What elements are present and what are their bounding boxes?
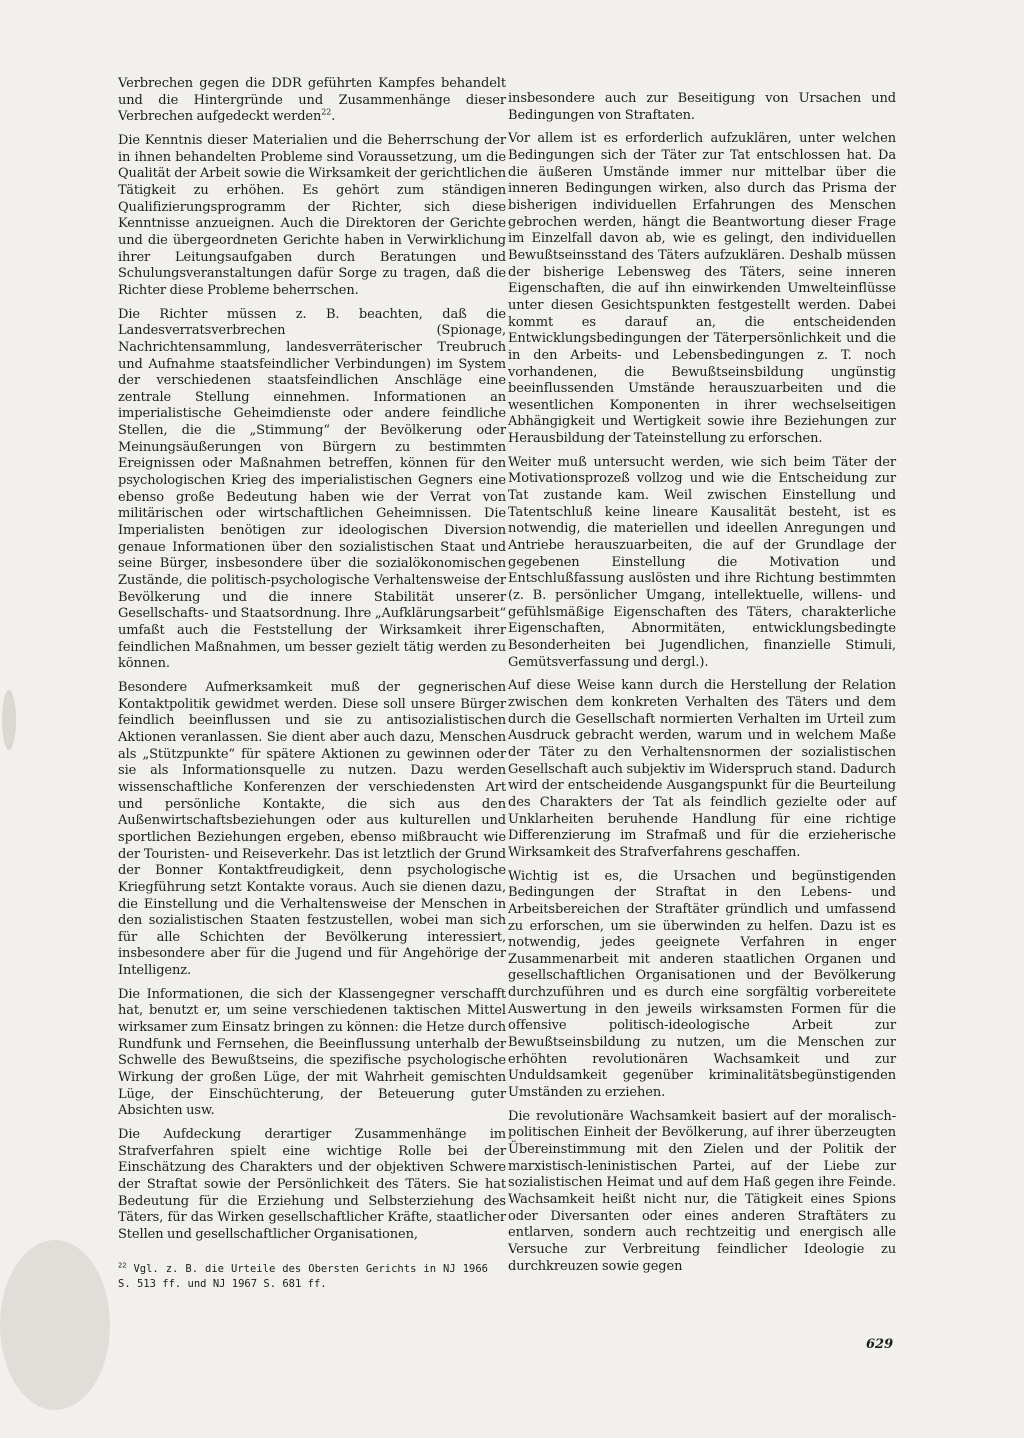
paragraph: Die revolutionäre Wachsamkeit basiert auf der moralisch-politischen Einheit der Bevölkerung, auf ihrer überzeugten Übereinstimmung mit den Zielen und der Politik der marxistisch-leninistischen Partei, auf der Liebe zur sozialistischen Heimat und auf dem Haß gegen ihre Feinde. Wachsamkeit heißt nicht nur, die Tätigkeit eines Spions oder Diversanten oder eines anderen Straftäters zu entlarven, sondern auch rechtzeitig und energisch alle Versuche zur Verbreitung feindlicher Ideologie zu durchkreuzen sowie gegen (508, 1108, 896, 1274)
footnote-number: 22 (118, 1261, 127, 1270)
paragraph: Die Richter müssen z. B. beachten, daß die Landesverratsverbrechen (Spionage, Nachrichtensammlung, landesverräterischer Treubruch und Aufnahme staatsfeindlicher Verbindungen) im System der verschiedenen staatsfeindlichen Anschläge eine zentrale Stellung einnehmen. Informationen an imperialistische Geheimdienste oder andere feindliche Stellen, die die „Stimmung“ der Bevölkerung oder Meinungsäußerungen von Bürgern zu bestimmten Ereignissen oder Maßnahmen betreffen, können für den psychologischen Krieg des imperialistischen Gegners eine ebenso große Bedeutung haben wie der Verrat von militärischen oder wirtschaftlichen Geheimnissen. Die Imperialisten benötigen zur ideologischen Diversion genaue Informationen über den sozialistischen Staat und seine Bürger, insbesondere über die sozialökonomischen Zustände, die politisch-psychologische Verhaltensweise der Bevölkerung und die innere Stabilität unserer Gesellschafts- und Staatsordnung. Ihre „Aufklärungsarbeit“ umfaßt auch die Feststellung der Wirksamkeit ihrer feindlichen Maßnahmen, um besser gezielt tätig werden zu können. (118, 306, 506, 672)
footnote (118, 1262, 488, 1292)
paragraph: Die Informationen, die sich der Klassengegner verschafft hat, benutzt er, um seine verschiedenen taktischen Mittel wirksamer zum Einsatz bringen zu können: die Hetze durch Rundfunk und Fernsehen, die Beeinflussung unterhalb der Schwelle des Bewußtseins, die spezifische psychologische Wirkung der großen Lüge, der mit Wahrheit gemischten Lüge, der Einschüchterung, der Beteuerung guter Absichten usw. (118, 986, 506, 1119)
right-column (508, 91, 896, 1282)
footnote-text: Vgl. z. B. die Urteile des Obersten Gerichts in NJ 1966 S. 513 ff. und NJ 1967 S. 681 ff. (118, 1263, 488, 1290)
footnote-reference: 22 (321, 107, 332, 117)
left-column (118, 76, 506, 1251)
paragraph: Verbrechen gegen die DDR geführten Kampfes behandelt und die Hintergründe und Zusammenhänge dieser Verbrechen aufgedeckt werden$^{22}$. (118, 76, 506, 125)
paragraph: Auf diese Weise kann durch die Herstellung der Relation zwischen dem konkreten Verhalten des Täters und dem durch die Gesellschaft normierten Verhalten im Urteil zum Ausdruck gebracht werden, warum und in welchem Maße der Täter zu den Verhaltensnormen der sozialistischen Gesellschaft auch subjektiv im Widerspruch stand. Dadurch wird der entscheidende Ausgangspunkt für die Beurteilung des Charakters der Tat als feindlich gezielte oder auf Unklarheiten beruhende Handlung für eine richtige Differenzierung im Strafmaß und für die erzieherische Wirksamkeit des Strafverfahrens geschaffen. (508, 678, 896, 860)
paragraph-text: Verbrechen gegen die DDR geführten Kampfes behandelt und die Hintergründe und Zusammenhänge dieser Verbrechen aufgedeckt werden (118, 76, 506, 125)
paragraph: Besondere Aufmerksamkeit muß der gegnerischen Kontaktpolitik gewidmet werden. Diese soll unsere Bürger feindlich beeinflussen und sie zu antisozialistischen Aktionen veranlassen. Sie dient aber auch dazu, Menschen als „Stützpunkte“ für spätere Aktionen zu gewinnen oder sie als Informationsquelle zu nutzen. Dazu werden wissenschaftliche Konferenzen der verschiedensten Art und persönliche Kontakte, die sich aus den Außenwirtschaftsbeziehungen oder aus kulturellen und sportlichen Beziehungen ergeben, ebenso mißbraucht wie der Touristen- und Reiseverkehr. Das ist letztlich der Grund der Bonner Kontaktfreudigkeit, denn psychologische Kriegführung setzt Kontakte voraus. Auch sie dienen dazu, die Einstellung und die Verhaltensweise der Menschen in den sozialistischen Staaten festzustellen, wobei man sich für alle Schichten der Bevölkerung interessiert, insbesondere aber für die Jugend und für Angehörige der Intelligenz. (118, 679, 506, 979)
paragraph: Die Kenntnis dieser Materialien und die Beherrschung der in ihnen behandelten Probleme sind Voraussetzung, um die Qualität der Arbeit sowie die Wirksamkeit der gerichtlichen Tätigkeit zu erhöhen. Es gehört zum ständigen Qualifizierungsprogramm der Richter, sich diese Kenntnisse anzueignen. Auch die Direktoren der Gerichte und die übergeordneten Gerichte haben in Verwirklichung ihrer Leitungsaufgaben durch Beratungen und Schulungsveranstaltungen dafür Sorge zu tragen, daß die Richter diese Probleme beherrschen. (118, 132, 506, 298)
paragraph: insbesondere auch zur Beseitigung von Ursachen und Bedingungen von Straftaten. (508, 91, 896, 123)
paragraph: Weiter muß untersucht werden, wie sich beim Täter der Motivationsprozeß vollzog und wie die Entscheidung zur Tat zustande kam. Weil zwischen Einstellung und Tatentschluß keine lineare Kausalität besteht, ist es notwendig, die materiellen und ideellen Anregungen und Antriebe herauszuarbeiten, die auf der Grundlage der gegebenen Einstellung die Motivation und Entschlußfassung auslösten und ihre Richtung bestimmten (z. B. persönlicher Umgang, intellektuelle, willens- und gefühlsmäßige Eigenschaften des Täters, charakterliche Eigenschaften, Abnormitäten, entwicklungsbedingte Besonderheiten bei Jugendlichen, finanzielle Stimuli, Gemütsverfassung und dergl.). (508, 454, 896, 670)
page-number: 629 (866, 1337, 894, 1352)
paragraph: Die Aufdeckung derartiger Zusammenhänge im Strafverfahren spielt eine wichtige Rolle bei der Einschätzung des Charakters und der objektiven Schwere der Straftat sowie der Persönlichkeit des Täters. Sie hat Bedeutung für die Erziehung und Selbsterziehung des Täters, für das Wirken gesellschaftlicher Kräfte, staatlicher Stellen und gesellschaftlicher Organisationen, (118, 1127, 506, 1242)
paragraph: Wichtig ist es, die Ursachen und begünstigenden Bedingungen der Straftat in den Lebens- und Arbeitsbereichen der Straftäter gründlich und umfassend zu erforschen, um sie überwinden zu helfen. Dazu ist es notwendig, jedes geeignete Verfahren in enger Zusammenarbeit mit anderen staatlichen Organen und gesellschaftlichen Organisationen und der Bevölkerung durchzuführen und es durch eine sorgfältig vorbereitete Auswertung in den jeweils wirksamsten Formen für die offensive politisch-ideologische Arbeit zur Bewußtseinsbildung zu nutzen, um die Menschen zur erhöhten revolutionären Wachsamkeit und zur Unduldsamkeit gegenüber kriminalitätsbegünstigenden Umständen zu erziehen. (508, 868, 896, 1101)
paragraph: Vor allem ist es erforderlich aufzuklären, unter welchen Bedingungen sich der Täter zur Tat entschlossen hat. Da die äußeren Umstände immer nur mittelbar über die inneren Bedingungen wirken, also durch das Prisma der bisherigen individuellen Erfahrungen des Menschen gebrochen werden, hängt die Beantwortung dieser Frage im Einzelfall davon ab, wie es gelingt, den individuellen Bewußtseinsstand des Täters aufzuklären. Deshalb müssen der bisherige Lebensweg des Täters, seine inneren Eigenschaften, die auf ihn einwirkenden Umwelteinflüsse unter diesen Gesichtspunkten festgestellt werden. Dabei kommt es darauf an, die entscheidenden Entwicklungsbedingungen der Täterpersönlichkeit und die in den Arbeits- und Lebensbedingungen z. T. noch vorhandenen, die Bewußtseinsbildung ungünstig beeinflussenden Umstände herauszuarbeiten und die wesentlichen Komponenten in ihrer wechselseitigen Abhängigkeit und Wertigkeit sowie ihre Beziehungen zur Herausbildung der Tateinstellung zu erforschen. (508, 131, 896, 447)
scan-smudge (2, 690, 16, 750)
scan-smudge (0, 1240, 110, 1410)
